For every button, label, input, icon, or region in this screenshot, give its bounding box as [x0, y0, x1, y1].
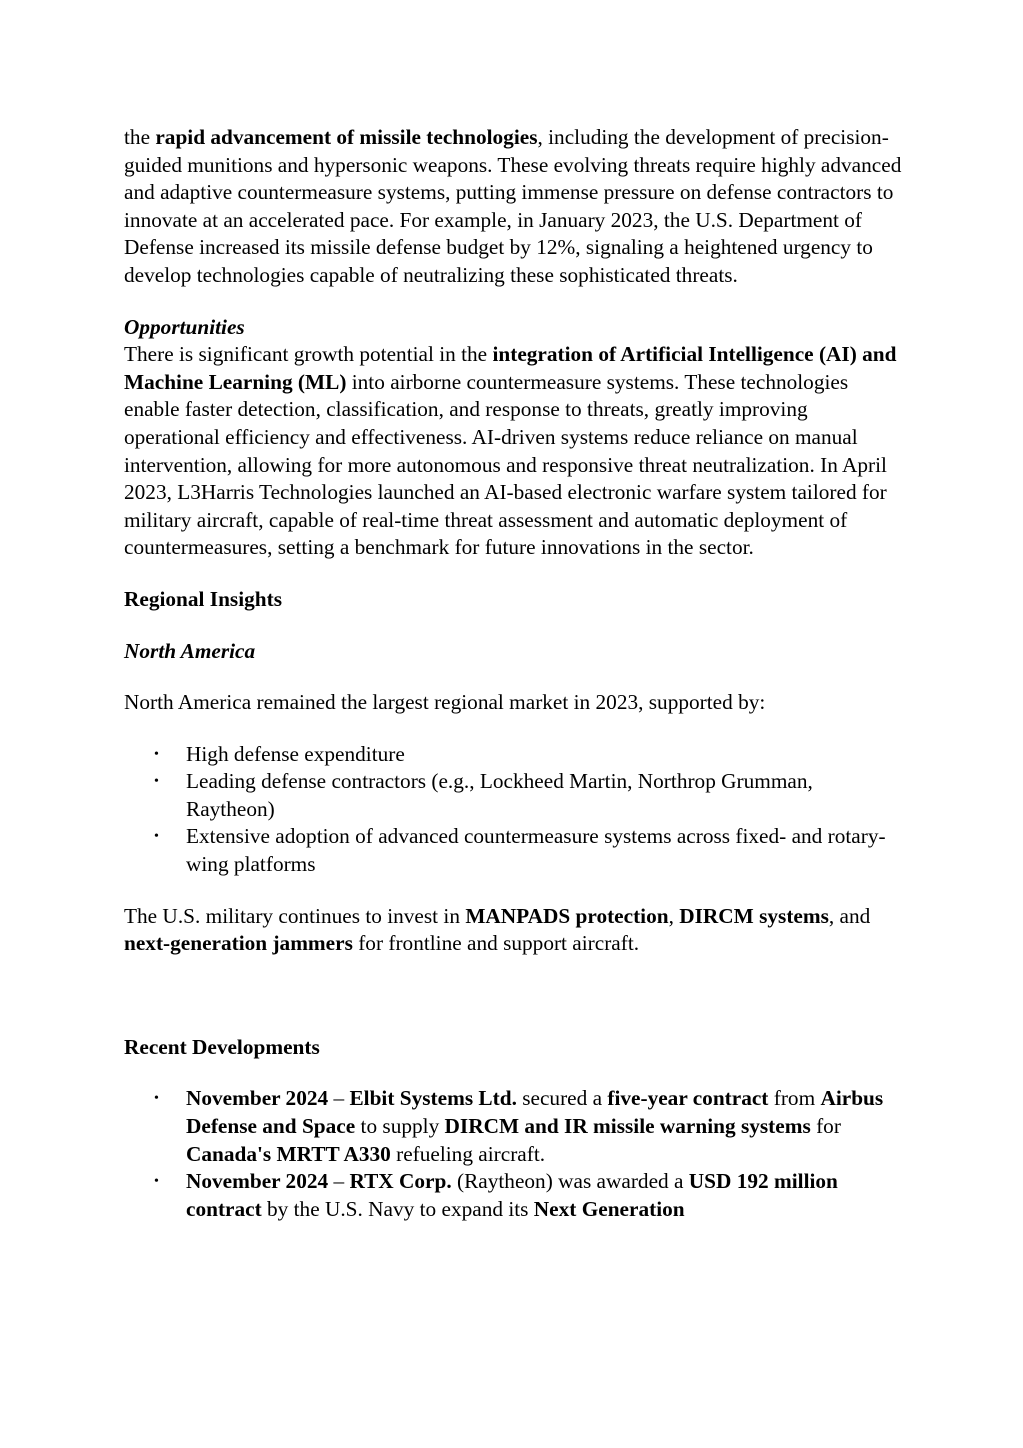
bullet-icon: • [154, 1174, 159, 1190]
list-item [124, 1085, 904, 1168]
recent-developments-list [124, 1085, 904, 1223]
closing-bold-3: next-generation jammers [124, 931, 353, 956]
dev-text: refueling aircraft. [390, 1141, 546, 1166]
dev-bold: November 2024 [186, 1086, 329, 1111]
dev-bold: DIRCM and IR missile warning systems [444, 1114, 811, 1139]
opportunities-text-2: into airborne countermeasure systems. These technologies enable faster detection, classification, and response to threats, greatly improving operational efficiency and effectiveness. AI-driven systems reduce reliance on manual intervention, allowing for more autonomous and responsive threat neutralization. In April 2023, L3Harris Technologies launched an AI-based electronic warfare system tailored for military aircraft, capable of real-time threat assessment and automatic deployment of countermeasures, setting a benchmark for future innovations in the sector. [124, 369, 887, 560]
dev-text: (Raytheon) was awarded a [451, 1169, 689, 1194]
list-item [124, 1168, 904, 1223]
north-america-heading: North America [124, 638, 256, 663]
dev-bold: USD 192 million contract [186, 1169, 838, 1221]
closing-text-2: , [668, 903, 680, 928]
document-page [124, 124, 904, 1223]
dev-bold: RTX Corp. [349, 1169, 452, 1194]
opportunities-text-1: There is significant growth potential in the [124, 342, 493, 367]
recent-developments-heading: Recent Developments [124, 1034, 320, 1059]
dev-text: from [768, 1086, 821, 1111]
list-item-text: Leading defense contractors (e.g., Lockheed Martin, Northrop Grumman, Raytheon) [186, 769, 813, 821]
intro-text-2: , including the development of precision-guided munitions and hypersonic weapons. These evolving threats require highly advanced and adaptive countermeasure systems, putting immense pressure on defense contractors to innovate at an accelerated pace. For example, in January 2023, the U.S. Department of Defense increased its missile defense budget by 12%, signaling a heightened urgency to develop technologies capable of neutralizing these sophisticated threats. [124, 125, 902, 287]
closing-text-4: for frontline and support aircraft. [352, 931, 640, 956]
dev-text: for [810, 1114, 841, 1139]
list-item [124, 768, 904, 823]
north-america-closing [124, 903, 904, 958]
dev-text: – [328, 1086, 350, 1111]
intro-bold-1: rapid advancement of missile technologies [155, 125, 538, 149]
closing-text-1: The U.S. military continues to invest in [124, 903, 466, 928]
list-item [124, 741, 904, 769]
bullet-icon: • [154, 829, 159, 845]
dev-bold: Canada's MRTT A330 [186, 1141, 391, 1166]
bullet-icon: • [154, 1091, 159, 1107]
section-spacer [124, 958, 904, 1034]
list-item [124, 823, 904, 878]
bullet-icon: • [154, 746, 159, 762]
dev-bold: Elbit Systems Ltd. [349, 1086, 517, 1111]
dev-text: secured a [516, 1086, 608, 1111]
dev-bold: Airbus Defense and Space [186, 1086, 884, 1139]
north-america-list [124, 741, 904, 879]
bullet-icon: • [154, 774, 159, 790]
north-america-intro: North America remained the largest regional market in 2023, supported by: [124, 690, 766, 715]
intro-paragraph [124, 124, 904, 290]
regional-insights-heading: Regional Insights [124, 586, 282, 611]
opportunities-bold-1: integration of Artificial Intelligence (AI) and Machine Learning (ML) [124, 342, 897, 394]
opportunities-heading: Opportunities [124, 314, 245, 339]
closing-bold-1: MANPADS protection [465, 903, 669, 928]
dev-text: by the U.S. Navy to expand its [261, 1196, 534, 1221]
list-item-text: High defense expenditure [186, 741, 405, 766]
dev-text: to supply [355, 1114, 445, 1139]
intro-text-1: the [124, 125, 156, 149]
dev-bold: five-year contract [607, 1086, 769, 1111]
list-item-text: Extensive adoption of advanced countermeasure systems across fixed- and rotary-wing platforms [186, 824, 886, 877]
dev-text: – [328, 1169, 350, 1194]
dev-bold: November 2024 [186, 1169, 329, 1194]
closing-text-3: , and [828, 903, 871, 928]
dev-bold: Next Generation [533, 1196, 685, 1221]
opportunities-paragraph [124, 341, 904, 562]
closing-bold-2: DIRCM systems [679, 903, 829, 928]
